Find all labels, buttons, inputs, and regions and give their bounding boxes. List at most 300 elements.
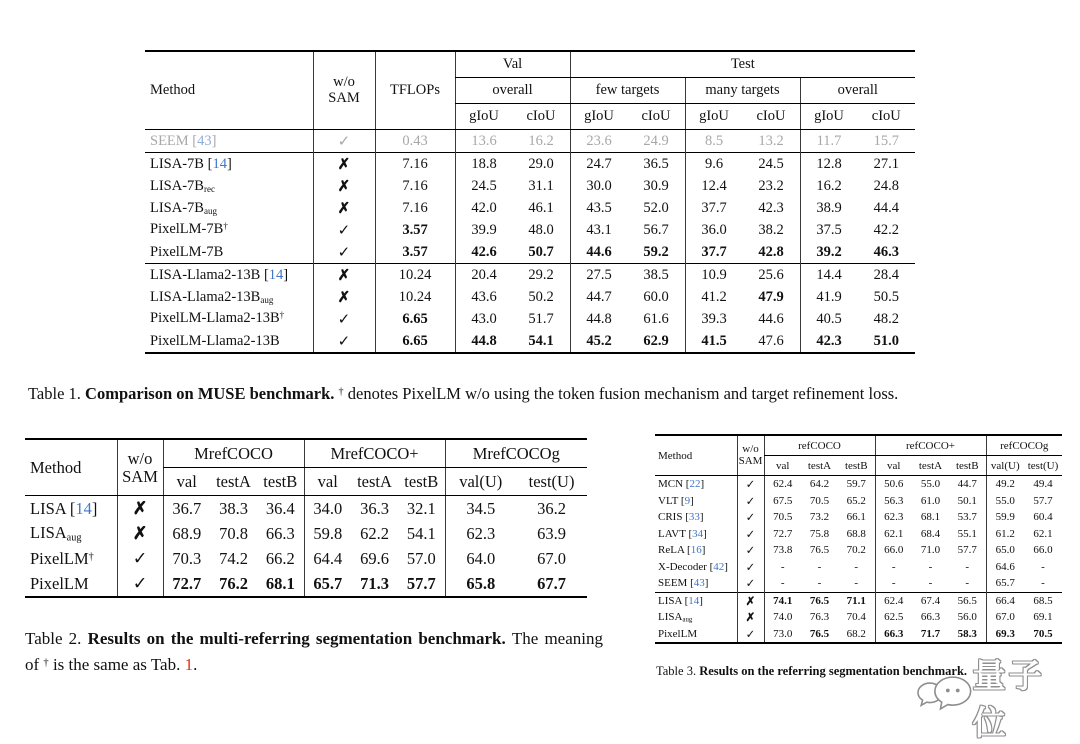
col-header-giou: gIoU bbox=[455, 104, 513, 130]
value-cell: 62.3 bbox=[875, 509, 912, 526]
value-cell: 56.3 bbox=[875, 493, 912, 510]
value-cell: 7.16 bbox=[375, 153, 455, 176]
value-cell: 60.4 bbox=[1033, 511, 1053, 524]
value-cell: 62.2 bbox=[360, 523, 389, 543]
value-cell: 53.7 bbox=[957, 511, 977, 524]
value-cell: 39.3 bbox=[685, 308, 743, 330]
value-cell: 47.6 bbox=[758, 332, 784, 349]
col-header-refcocog: refCOCOg bbox=[986, 435, 1062, 456]
value-cell: 67.0 bbox=[537, 548, 566, 568]
col-header-many-targets: many targets bbox=[685, 78, 800, 104]
method-cell: $LISA_{aug}$ bbox=[30, 523, 82, 544]
sam-label: SAM bbox=[328, 89, 360, 106]
citation-link[interactable]: 16 bbox=[690, 544, 702, 557]
value-cell: 66.4 bbox=[986, 592, 1024, 609]
col-header-few-targets: few targets bbox=[570, 78, 685, 104]
value-cell: 76.2 bbox=[219, 573, 248, 593]
value-cell: 37.7 bbox=[685, 241, 743, 264]
table-row bbox=[655, 626, 1062, 644]
method-cell: PixelLM bbox=[30, 573, 89, 593]
col-header-testU: test(U) bbox=[1024, 456, 1062, 476]
table1-section-7b bbox=[145, 153, 915, 264]
value-cell: 36.0 bbox=[685, 219, 743, 241]
value-cell: 57.7 bbox=[406, 573, 436, 593]
value-cell: 66.0 bbox=[1033, 544, 1053, 557]
col-header-test: Test bbox=[570, 51, 915, 78]
value-cell: 29.0 bbox=[528, 155, 554, 172]
col-header-ciou: cIoU bbox=[513, 104, 571, 130]
method-cell: PixelLM† bbox=[30, 548, 94, 568]
value-cell: 50.2 bbox=[528, 288, 554, 305]
table-row bbox=[145, 175, 915, 197]
value-cell: 76.5 bbox=[809, 627, 830, 640]
value-cell: 48.0 bbox=[528, 221, 554, 238]
method-cell: $LISA_{aug}$ bbox=[658, 610, 693, 624]
caption-label: Table 3. bbox=[656, 663, 700, 678]
value-cell: 37.5 bbox=[800, 219, 858, 241]
value-cell: 34.5 bbox=[445, 496, 516, 522]
table1 bbox=[145, 50, 915, 354]
value-cell: 68.4 bbox=[920, 527, 941, 540]
citation-link[interactable]: 9 bbox=[684, 494, 691, 507]
value-cell: 45.2 bbox=[570, 330, 628, 353]
check-mark-icon: ✓ bbox=[313, 219, 375, 241]
value-cell: 23.6 bbox=[570, 130, 628, 153]
dagger-symbol: † bbox=[43, 656, 49, 668]
citation-link[interactable]: 34 bbox=[692, 527, 704, 540]
value-cell: 71.0 bbox=[920, 544, 941, 557]
value-cell: 62.3 bbox=[445, 521, 516, 546]
value-cell: 10.24 bbox=[375, 286, 455, 308]
value-cell: 42.3 bbox=[800, 330, 858, 353]
table-row bbox=[655, 509, 1062, 526]
value-cell: 70.3 bbox=[163, 546, 210, 571]
value-cell: 6.65 bbox=[375, 308, 455, 330]
value-cell: 67.5 bbox=[764, 493, 801, 510]
value-cell: 44.6 bbox=[570, 241, 628, 264]
caption-bold-title: Results on the referring segmentation benchmark. bbox=[699, 663, 968, 678]
value-cell: 72.7 bbox=[764, 526, 801, 543]
caption-label: Table 1. bbox=[28, 383, 86, 403]
value-cell: 70.8 bbox=[219, 523, 248, 543]
table-row bbox=[25, 521, 587, 546]
table-row bbox=[145, 219, 915, 241]
col-header-method: Method bbox=[655, 435, 737, 476]
value-cell: 36.7 bbox=[163, 496, 210, 522]
citation-link[interactable]: 43 bbox=[197, 132, 212, 149]
value-cell: 3.57 bbox=[375, 241, 455, 264]
col-header-testB: testB bbox=[257, 468, 304, 496]
value-cell: 70.5 bbox=[764, 509, 801, 526]
value-cell: 46.1 bbox=[528, 199, 554, 216]
value-cell: - bbox=[928, 560, 933, 573]
col-header-giou: gIoU bbox=[570, 104, 628, 130]
value-cell: 72.7 bbox=[163, 571, 210, 597]
value-cell: 62.1 bbox=[875, 526, 912, 543]
value-cell: 30.9 bbox=[643, 177, 669, 194]
value-cell: 71.3 bbox=[360, 573, 389, 593]
col-header-testB: testB bbox=[838, 456, 875, 476]
value-cell: 20.4 bbox=[455, 264, 513, 287]
method-cell: PixelLM-Llama2-13B bbox=[150, 332, 280, 349]
value-cell: 13.6 bbox=[455, 130, 513, 153]
value-cell: 27.1 bbox=[873, 155, 899, 172]
value-cell: 66.3 bbox=[920, 611, 941, 624]
value-cell: 66.0 bbox=[875, 542, 912, 559]
value-cell: 36.4 bbox=[265, 498, 295, 518]
value-cell: - bbox=[965, 577, 970, 590]
col-header-testU: test(U) bbox=[516, 468, 587, 496]
col-header-testA: testA bbox=[210, 468, 257, 496]
col-header-mrefcocog: MrefCOCOg bbox=[445, 439, 587, 468]
value-cell: 63.9 bbox=[537, 523, 566, 543]
value-cell: 44.4 bbox=[873, 199, 899, 216]
value-cell: 42.3 bbox=[758, 199, 784, 216]
value-cell: 34.0 bbox=[304, 496, 351, 522]
value-cell: 50.1 bbox=[957, 494, 977, 507]
citation-link[interactable]: 14 bbox=[688, 594, 700, 607]
col-header-method: Method bbox=[145, 51, 313, 130]
check-mark-icon: ✓ bbox=[737, 476, 764, 493]
value-cell: 10.24 bbox=[375, 264, 455, 287]
value-cell: 43.0 bbox=[455, 308, 513, 330]
value-cell: 32.1 bbox=[406, 498, 436, 518]
value-cell: 50.6 bbox=[875, 476, 912, 493]
value-cell: 69.6 bbox=[360, 548, 389, 568]
method-cell: LISA-$Llama2-13B_{aug}$ bbox=[150, 288, 274, 305]
value-cell: 69.1 bbox=[1033, 611, 1053, 624]
value-cell: 49.2 bbox=[986, 476, 1024, 493]
table-row bbox=[145, 286, 915, 308]
check-mark-icon: ✓ bbox=[313, 330, 375, 353]
value-cell: 76.5 bbox=[809, 544, 830, 557]
value-cell: 15.7 bbox=[873, 132, 899, 149]
value-cell: 43.6 bbox=[455, 286, 513, 308]
value-cell: 36.5 bbox=[643, 155, 669, 172]
value-cell: - bbox=[764, 575, 801, 592]
value-cell: 71.1 bbox=[846, 594, 866, 607]
value-cell: 51.7 bbox=[528, 310, 554, 327]
value-cell: 59.7 bbox=[846, 478, 866, 491]
value-cell: 44.8 bbox=[455, 330, 513, 353]
value-cell: 44.6 bbox=[758, 310, 784, 327]
value-cell: 64.2 bbox=[809, 478, 830, 491]
col-header-ciou: cIoU bbox=[858, 104, 916, 130]
value-cell: 38.9 bbox=[800, 197, 858, 219]
method-cell: MCN [22] bbox=[658, 478, 705, 491]
col-header-refcoco-plus: refCOCO+ bbox=[875, 435, 986, 456]
value-cell: 42.6 bbox=[455, 241, 513, 264]
value-cell: 57.7 bbox=[957, 544, 977, 557]
value-cell: 74.2 bbox=[219, 548, 248, 568]
value-cell: 3.57 bbox=[375, 219, 455, 241]
value-cell: 39.9 bbox=[455, 219, 513, 241]
col-header-valU: val(U) bbox=[445, 468, 516, 496]
value-cell: 62.5 bbox=[875, 609, 912, 626]
citation-link[interactable]: 43 bbox=[693, 577, 705, 590]
method-cell: LISA [14] bbox=[30, 498, 98, 518]
col-header-val: val bbox=[875, 456, 912, 476]
value-cell: 7.16 bbox=[375, 197, 455, 219]
col-header-method: Method bbox=[25, 439, 117, 496]
col-header-testB: testB bbox=[949, 456, 986, 476]
check-mark-icon: ✓ bbox=[737, 575, 764, 592]
check-mark-icon: ✓ bbox=[313, 241, 375, 264]
table-row bbox=[145, 308, 915, 330]
method-cell: VLT [9] bbox=[658, 494, 694, 507]
value-cell: 59.9 bbox=[986, 509, 1024, 526]
value-cell: 76.3 bbox=[809, 611, 830, 624]
value-cell: 68.1 bbox=[920, 511, 941, 524]
value-cell: 24.7 bbox=[570, 153, 628, 176]
table2-header bbox=[25, 439, 587, 496]
value-cell: 64.4 bbox=[304, 546, 351, 571]
value-cell: 55.1 bbox=[957, 527, 977, 540]
table2-caption bbox=[25, 626, 603, 677]
value-cell: 64.0 bbox=[445, 546, 516, 571]
value-cell: 41.9 bbox=[800, 286, 858, 308]
citation-link[interactable]: 33 bbox=[688, 511, 700, 524]
value-cell: 61.6 bbox=[643, 310, 669, 327]
sam-label: SAM bbox=[738, 454, 763, 467]
value-cell: 8.5 bbox=[685, 130, 743, 153]
col-header-testA: testA bbox=[801, 456, 838, 476]
value-cell: 41.2 bbox=[685, 286, 743, 308]
value-cell: 73.2 bbox=[809, 511, 830, 524]
value-cell: 51.0 bbox=[873, 332, 899, 349]
value-cell: 61.2 bbox=[986, 526, 1024, 543]
method-cell: PixelLM-7B† bbox=[150, 221, 228, 238]
value-cell: 6.65 bbox=[375, 330, 455, 353]
col-header-mrefcoco: MrefCOCO bbox=[163, 439, 304, 468]
value-cell: 49.4 bbox=[1033, 478, 1053, 491]
value-cell: 59.2 bbox=[643, 243, 669, 260]
method-cell: LISA-7B [14] bbox=[150, 155, 232, 172]
value-cell: 44.8 bbox=[570, 308, 628, 330]
value-cell: - bbox=[875, 575, 912, 592]
table1-caption bbox=[28, 384, 1063, 404]
chat-bubbles-icon bbox=[916, 675, 972, 719]
citation-link[interactable]: 14 bbox=[75, 498, 92, 518]
table1-reference-link[interactable]: 1 bbox=[184, 654, 194, 674]
cross-mark-icon: ✗ bbox=[313, 175, 375, 197]
check-mark-icon: ✓ bbox=[117, 571, 163, 597]
value-cell: 54.1 bbox=[406, 523, 436, 543]
value-cell: 12.8 bbox=[800, 153, 858, 176]
wo-label: w/o bbox=[333, 74, 355, 91]
col-header-ciou: cIoU bbox=[628, 104, 686, 130]
table1-section-seem bbox=[145, 130, 915, 153]
check-mark-icon: ✓ bbox=[737, 526, 764, 543]
value-cell: 55.0 bbox=[986, 493, 1024, 510]
col-header-val: val bbox=[764, 456, 801, 476]
value-cell: 27.5 bbox=[570, 264, 628, 287]
value-cell: 70.5 bbox=[1033, 627, 1053, 640]
value-cell: - bbox=[817, 577, 822, 590]
table2-body bbox=[25, 496, 587, 598]
check-mark-icon: ✓ bbox=[737, 493, 764, 510]
method-cell: LISA-$7B_{rec}$ bbox=[150, 177, 215, 194]
value-cell: 65.0 bbox=[986, 542, 1024, 559]
col-header-val: Val bbox=[455, 51, 570, 78]
col-header-valU: val(U) bbox=[986, 456, 1024, 476]
value-cell: 38.5 bbox=[643, 266, 669, 283]
value-cell: 44.7 bbox=[957, 478, 977, 491]
value-cell: 25.6 bbox=[758, 266, 784, 283]
table1-muse-benchmark bbox=[145, 50, 915, 354]
value-cell: 43.5 bbox=[570, 197, 628, 219]
check-mark-icon: ✓ bbox=[737, 559, 764, 576]
cross-mark-icon: ✗ bbox=[313, 286, 375, 308]
value-cell: 7.16 bbox=[375, 175, 455, 197]
value-cell: 60.0 bbox=[643, 288, 669, 305]
wo-label: w/o bbox=[742, 442, 759, 455]
value-cell: 18.8 bbox=[455, 153, 513, 176]
method-cell: SEEM [43] bbox=[150, 132, 217, 149]
value-cell: 41.5 bbox=[685, 330, 743, 353]
check-mark-icon: ✓ bbox=[737, 509, 764, 526]
col-header-testA: testA bbox=[351, 468, 398, 496]
value-cell: 62.4 bbox=[875, 592, 912, 609]
table-row bbox=[145, 241, 915, 264]
caption-text: The meaning of bbox=[25, 629, 603, 674]
value-cell: 56.5 bbox=[957, 594, 977, 607]
value-cell: 62.4 bbox=[764, 476, 801, 493]
table3-referring-segmentation bbox=[655, 434, 1062, 644]
value-cell: 70.2 bbox=[846, 544, 866, 557]
table-row bbox=[145, 130, 915, 153]
value-cell: 65.2 bbox=[846, 494, 866, 507]
table-row bbox=[145, 264, 915, 287]
citation-link[interactable]: 22 bbox=[689, 478, 701, 491]
value-cell: 38.2 bbox=[758, 221, 784, 238]
value-cell: 46.3 bbox=[873, 243, 899, 260]
value-cell: 67.0 bbox=[986, 609, 1024, 626]
citation-link[interactable]: 14 bbox=[268, 266, 284, 283]
col-header-tflops: TFLOPs bbox=[375, 51, 455, 130]
value-cell: 47.9 bbox=[758, 288, 784, 305]
method-cell: LISA [14] bbox=[658, 594, 703, 607]
value-cell: 67.7 bbox=[537, 573, 566, 593]
value-cell: 16.2 bbox=[800, 175, 858, 197]
value-cell: 65.7 bbox=[304, 571, 351, 597]
value-cell: - bbox=[854, 577, 859, 590]
value-cell: 13.2 bbox=[758, 132, 784, 149]
value-cell: 43.1 bbox=[570, 219, 628, 241]
col-header-refcoco: refCOCO bbox=[764, 435, 875, 456]
value-cell: 38.3 bbox=[219, 498, 248, 518]
col-header-ciou: cIoU bbox=[743, 104, 801, 130]
cross-mark-icon: ✗ bbox=[737, 592, 764, 609]
value-cell: 70.5 bbox=[809, 494, 830, 507]
col-header-giou: gIoU bbox=[800, 104, 858, 130]
caption-text: . bbox=[193, 654, 198, 674]
method-cell: PixelLM-Llama2-13B† bbox=[150, 310, 285, 327]
table-row bbox=[655, 476, 1062, 493]
cross-mark-icon: ✗ bbox=[313, 197, 375, 219]
value-cell: 36.2 bbox=[537, 498, 566, 518]
method-cell: LISA-$7B_{aug}$ bbox=[150, 199, 217, 216]
caption-bold-title: Results on the multi-referring segmentation benchmark. bbox=[87, 629, 512, 648]
table3 bbox=[655, 434, 1062, 644]
table-row bbox=[145, 197, 915, 219]
value-cell: - bbox=[817, 560, 822, 573]
value-cell: 42.0 bbox=[455, 197, 513, 219]
value-cell: 61.0 bbox=[920, 494, 941, 507]
col-header-overall-val: overall bbox=[455, 78, 570, 104]
method-cell: ReLA [16] bbox=[658, 544, 706, 557]
table-row bbox=[655, 493, 1062, 510]
value-cell: 16.2 bbox=[528, 132, 554, 149]
caption-text: denotes PixelLM w/o using the token fusion mechanism and target refinement loss. bbox=[343, 383, 899, 403]
value-cell: 48.2 bbox=[873, 310, 899, 327]
method-cell: CRIS [33] bbox=[658, 511, 704, 524]
value-cell: 29.2 bbox=[528, 266, 554, 283]
value-cell: 69.3 bbox=[986, 626, 1024, 644]
qbitai-watermark bbox=[916, 650, 1080, 744]
value-cell: 42.8 bbox=[758, 243, 784, 260]
value-cell: 30.0 bbox=[570, 175, 628, 197]
col-header-wo-sam bbox=[313, 51, 375, 130]
table2-multi-referring bbox=[25, 438, 587, 598]
check-mark-icon: ✓ bbox=[117, 546, 163, 571]
table1-section-13b bbox=[145, 264, 915, 354]
table-row bbox=[655, 592, 1062, 609]
value-cell: 23.2 bbox=[758, 177, 784, 194]
table2 bbox=[25, 438, 587, 598]
value-cell: 57.7 bbox=[1033, 494, 1053, 507]
table-row bbox=[25, 496, 587, 522]
value-cell: 12.4 bbox=[685, 175, 743, 197]
table-row bbox=[655, 526, 1062, 543]
value-cell: 24.5 bbox=[455, 175, 513, 197]
value-cell: - bbox=[875, 559, 912, 576]
value-cell: 9.6 bbox=[685, 153, 743, 176]
value-cell: 74.1 bbox=[764, 592, 801, 609]
value-cell: 59.8 bbox=[304, 521, 351, 546]
table-row bbox=[145, 330, 915, 353]
col-header-wo-sam bbox=[117, 439, 163, 496]
col-header-testA: testA bbox=[912, 456, 949, 476]
col-header-testB: testB bbox=[398, 468, 445, 496]
value-cell: - bbox=[854, 560, 859, 573]
value-cell: 52.0 bbox=[643, 199, 669, 216]
value-cell: 66.2 bbox=[265, 548, 295, 568]
check-mark-icon: ✓ bbox=[737, 542, 764, 559]
table1-header bbox=[145, 51, 915, 130]
value-cell: 68.1 bbox=[265, 573, 295, 593]
dagger-symbol: † bbox=[338, 385, 344, 397]
value-cell: 65.7 bbox=[986, 575, 1024, 592]
table-row bbox=[655, 609, 1062, 626]
check-mark-icon: ✓ bbox=[313, 130, 375, 153]
value-cell: - bbox=[1041, 560, 1045, 573]
citation-link[interactable]: 14 bbox=[212, 155, 227, 172]
table-row bbox=[145, 153, 915, 176]
citation-link[interactable]: 42 bbox=[713, 560, 725, 573]
method-cell: X-Decoder [42] bbox=[658, 560, 728, 573]
value-cell: 66.3 bbox=[265, 523, 295, 543]
cross-mark-icon: ✗ bbox=[117, 521, 163, 546]
value-cell: 62.1 bbox=[1033, 527, 1053, 540]
value-cell: 55.0 bbox=[920, 478, 941, 491]
value-cell: 67.4 bbox=[920, 594, 941, 607]
cross-mark-icon: ✗ bbox=[737, 609, 764, 626]
value-cell: 56.7 bbox=[643, 221, 669, 238]
method-cell: PixelLM bbox=[658, 627, 698, 640]
value-cell: 44.7 bbox=[570, 286, 628, 308]
value-cell: 31.1 bbox=[528, 177, 554, 194]
